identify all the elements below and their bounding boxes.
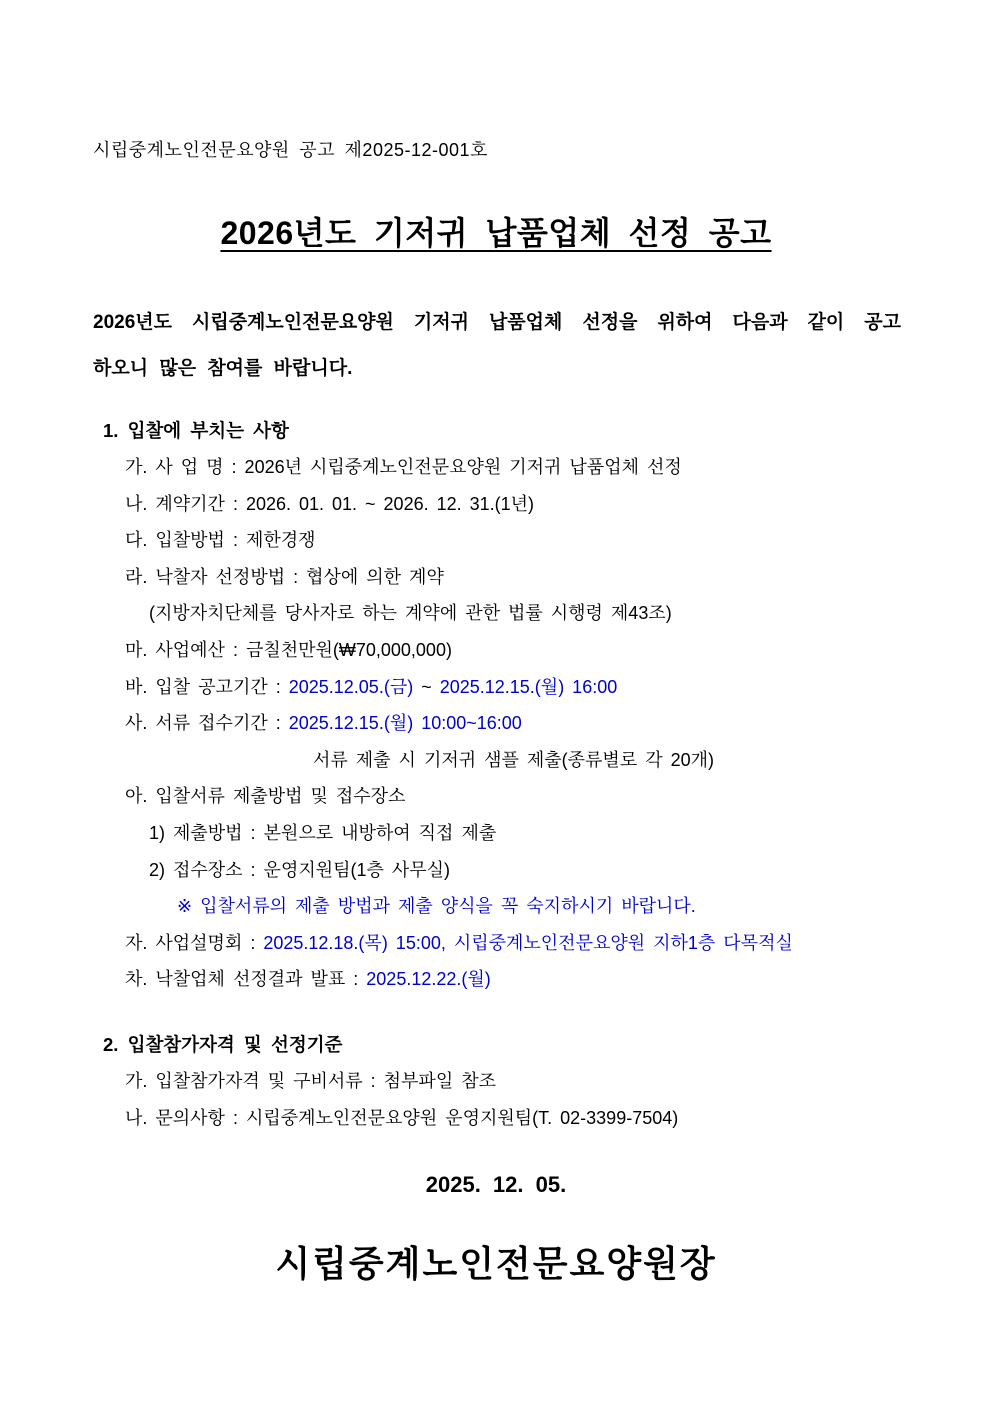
document-line (93, 449, 913, 486)
highlighted-text: 2025.12.05.(금) (288, 676, 414, 697)
document-line (93, 1100, 913, 1137)
sections-container (93, 412, 913, 1136)
document-line (93, 742, 913, 779)
text-segment: 라. 낙찰자 선정방법 : 협상에 의한 계약 (125, 566, 444, 587)
section-1 (93, 412, 913, 998)
announcement-date: 2025. 12. 05. (425, 1172, 567, 1197)
text-segment: 다. 입찰방법 : 제한경쟁 (125, 530, 316, 551)
section-2 (93, 1026, 913, 1136)
highlighted-text: 2025.12.15.(월) 16:00 (439, 676, 618, 697)
highlighted-text: 2025.12.15.(월) 10:00~16:00 (288, 713, 522, 734)
text-segment: 가. 입찰참가자격 및 구비서류 : 첨부파일 참조 (125, 1070, 496, 1091)
document-line (93, 486, 913, 523)
text-segment: 차. 낙찰업체 선정결과 발표 : (125, 969, 367, 990)
intro-line-1: 2026년도 시립중계노인전문요양원 기저귀 납품업체 선정을 위하여 다음과 같이 공고 (93, 312, 901, 333)
text-segment: 2) 접수장소 : 운영지원팀(1층 사무실) (149, 859, 451, 880)
text-segment: 마. 사업예산 : 금칠천만원(₩70,000,000) (125, 639, 452, 660)
document-number: 시립중계노인전문요양원 공고 제2025-12-001호 (93, 140, 488, 160)
document-line (93, 852, 913, 889)
document-line (93, 669, 913, 706)
document-line (93, 559, 913, 596)
text-segment: 자. 사업설명회 : (125, 932, 264, 953)
page-title (0, 208, 992, 254)
text-segment: 아. 입찰서류 제출방법 및 접수장소 (125, 786, 406, 807)
document-line (93, 705, 913, 742)
text-segment: 나. 문의사항 : 시립중계노인전문요양원 운영지원팀(T. 02-3399-7504) (125, 1107, 679, 1128)
text-segment: 가. 사 업 명 : 2026년 시립중계노인전문요양원 기저귀 납품업체 선정 (125, 457, 682, 477)
text-segment: 서류 제출 시 기저귀 샘플 제출(종류별로 각 20개) (313, 749, 714, 770)
text-segment: 나. 계약기간 : 2026. 01. 01. ~ 2026. 12. 31.(1년) (125, 493, 535, 514)
section-heading: 2. 입찰참가자격 및 선정기준 (103, 1033, 343, 1055)
text-segment: 사. 서류 접수기간 : (125, 713, 289, 734)
text-segment: ~ (413, 676, 440, 697)
text-segment: 바. 입찰 공고기간 : (125, 676, 289, 697)
intro-paragraph (93, 300, 901, 392)
document-line (93, 961, 913, 998)
document-line (93, 815, 913, 852)
text-segment: 1) 제출방법 : 본원으로 내방하여 직접 제출 (149, 822, 497, 843)
highlighted-text: 2025.12.18.(목) 15:00, 시립중계노인전문요양원 지하1층 다목적실 (263, 932, 793, 953)
section-heading: 1. 입찰에 부치는 사항 (103, 420, 289, 441)
highlighted-text: ※ 입찰서류의 제출 방법과 제출 양식을 꼭 숙지하시기 바랍니다. (177, 896, 696, 917)
document-line (93, 632, 913, 669)
intro-line-2: 하오니 많은 참여를 바랍니다. (93, 358, 353, 379)
page-title-text: 2026년도 기저귀 납품업체 선정 공고 (220, 215, 772, 251)
document-line (93, 522, 913, 559)
document-line (93, 595, 913, 632)
document-line (93, 1063, 913, 1100)
document-line (93, 778, 913, 815)
document-line (93, 888, 913, 925)
text-segment: (지방자치단체를 당사자로 하는 계약에 관한 법률 시행령 제43조) (149, 603, 672, 624)
document-line (93, 925, 913, 962)
signature-director: 시립중계노인전문요양원장 (275, 1243, 717, 1284)
highlighted-text: 2025.12.22.(월) (366, 969, 491, 990)
